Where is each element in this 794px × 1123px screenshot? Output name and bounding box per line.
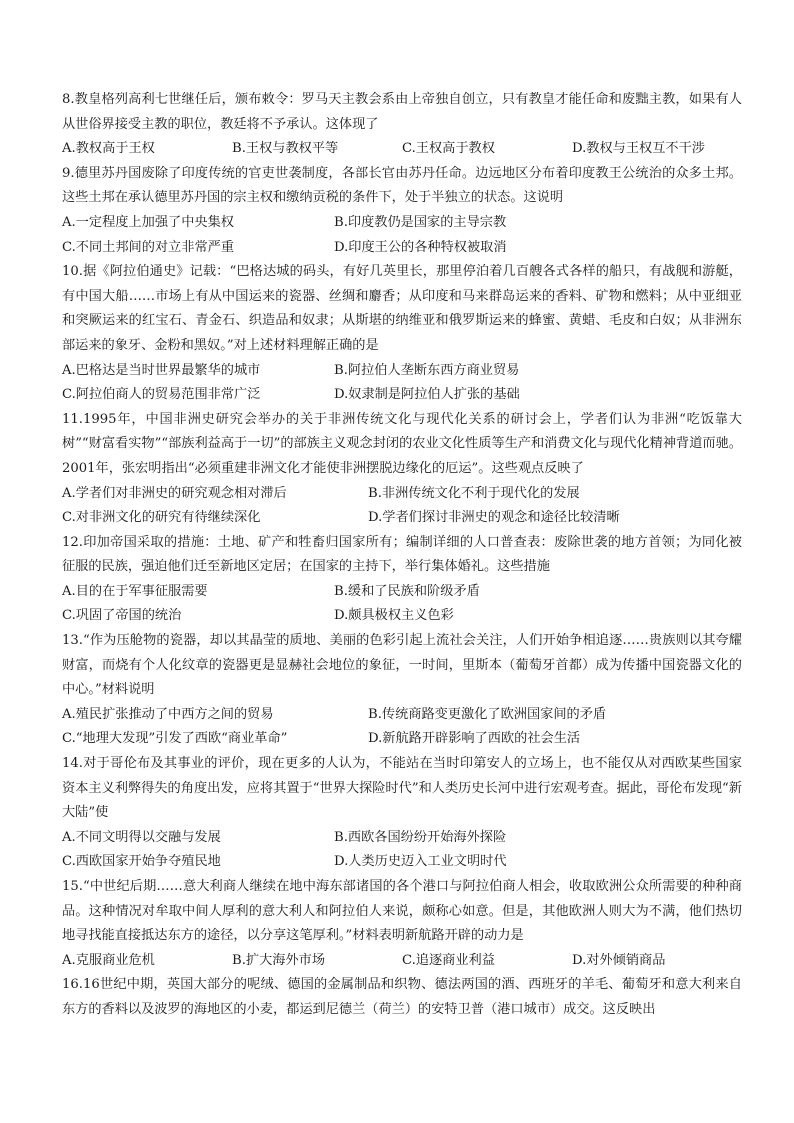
question-stem: 16.16世纪中期，英国大部分的呢绒、德国的金属制品和织物、德法两国的酒、西班牙的羊毛、葡萄牙和意大利来自东方的香料以及波罗的海地区的小麦，都运到尼德兰（荷兰）的安特卫普（港口城市）成交。这反映出	[62, 977, 742, 1017]
option-d: D.新航路开辟影响了西欧的社会生活	[368, 731, 581, 747]
question-stem: 15.“中世纪后期……意大利商人继续在地中海东部诸国的各个港口与阿拉伯商人相会，收取欧洲公众所需要的种种商品。这种情况对牟取中间人厚利的意大利人和阿拉伯人来说，颇称心如意。但是，其他欧洲人则大为不满，他们热切地寻找能直接抵达东方的途径，以分享这笔厚利。”材料表明新航路开辟的动力是	[62, 879, 742, 944]
option-a: A.目的在于军事征服需要	[62, 583, 208, 599]
option-d: D.颇具极权主义色彩	[334, 608, 454, 624]
option-c: C.对非洲文化的研究有待继续深化	[62, 510, 261, 526]
option-c: C.不同土邦间的对立非常严重	[62, 239, 235, 255]
option-d: D.人类历史迈入工业文明时代	[334, 854, 507, 870]
option-c: C.阿拉伯商人的贸易范围非常广泛	[62, 387, 261, 403]
option-a: A.一定程度上加强了中央集权	[62, 214, 234, 230]
option-c: C.巩固了帝国的统治	[62, 608, 182, 624]
option-c: C.追逐商业利益	[402, 952, 495, 968]
question-9	[62, 162, 742, 260]
question-stem: 11.1995年，中国非洲史研究会举办的关于非洲传统文化与现代化关系的研讨会上，学者们认为非洲“吃饭靠大树”“财富看实物”“部族利益高于一切”的部族主义观念封闭的农业文化性质等生产和消费文化与现代化精神背道而驰。2001年，张宏明指出“必须重建非洲文化才能使非洲摆脱边缘化的厄运”。这些观点反映了	[62, 411, 742, 476]
option-c: C.“地理大发现”引发了西欧“商业革命”	[62, 731, 288, 747]
option-b: B.印度教仍是国家的主导宗教	[334, 214, 507, 230]
options	[62, 359, 742, 408]
options	[62, 580, 742, 629]
option-a: A.学者们对非洲史的研究观念相对滞后	[62, 485, 287, 501]
option-a: A.教权高于王权	[62, 141, 155, 157]
option-d: D.学者们探讨非洲史的观念和途径比较清晰	[368, 510, 620, 526]
question-stem: 12.印加帝国采取的措施：土地、矿产和牲畜归国家所有；编制详细的人口普查表：废除世袭的地方首领；为同化被征服的民族，强迫他们迁至新地区定居；在国家的主持下，举行集体婚礼。这些措施	[62, 534, 742, 575]
option-d: D.印度王公的各种特权被取消	[334, 239, 507, 255]
question-stem: 8.教皇格列高利七世继任后，颁布敕令：罗马天主教会系由上帝独自创立，只有教皇才能任命和废黜主教，如果有人从世俗界接受主教的职位，教廷将不予承认。这体现了	[62, 92, 742, 132]
question-stem: 14.对于哥伦布及其事业的评价，现在更多的人认为，不能站在当时印第安人的立场上，也不能仅从对西欧某些国家资本主义利弊得失的角度出发，应将其置于“世界大探险时代”和人类历史长河中进行宏观考查。据此，哥伦布发现“新大陆”使	[62, 756, 742, 821]
option-b: B.扩大海外市场	[232, 952, 326, 968]
exam-page	[62, 88, 742, 1023]
option-a: A.巴格达是当时世界最繁华的城市	[62, 362, 261, 378]
question-15	[62, 875, 742, 973]
option-b: B.非洲传统文化不利于现代化的发展	[368, 485, 580, 501]
options	[62, 703, 742, 752]
question-14	[62, 752, 742, 875]
options	[62, 211, 742, 260]
question-stem: 13.“作为压舱物的瓷器，却以其晶莹的质地、美丽的色彩引起上流社会关注，人们开始争相追逐……贵族则以其夸耀财富，而烧有个人化纹章的瓷器更是显赫社会地位的象征，一时间，里斯本（葡萄牙首都）成为传播中国瓷器文化的中心。”材料说明	[62, 633, 742, 698]
option-d: D.对外倾销商品	[572, 952, 666, 968]
question-stem: 10.据《阿拉伯通史》记载：“巴格达城的码头，有好几英里长，那里停泊着几百艘各式各样的船只，有战舰和游艇，有中国大船……市场上有从中国运来的瓷器、丝绸和麝香；从印度和马来群岛运来的香料、矿物和燃料；从中亚细亚和突厥运来的红宝石、青金石、织造品和奴隶；从斯堪的纳维亚和俄罗斯运来的蜂蜜、黄蜡、毛皮和白奴；从非洲东部运来的象牙、金粉和黑奴。”对上述材料理解正确的是	[62, 264, 742, 353]
option-d: D.奴隶制是阿拉伯人扩张的基础	[334, 387, 520, 403]
question-12	[62, 531, 742, 629]
options	[62, 137, 742, 162]
question-16	[62, 973, 742, 1022]
question-10	[62, 260, 742, 408]
option-a: A.克服商业危机	[62, 952, 155, 968]
option-b: B.王权与教权平等	[232, 141, 339, 157]
question-stem: 9.德里苏丹国废除了印度传统的官吏世袭制度，各部长官由苏丹任命。边远地区分布着印度教王公统治的众多土邦。这些土邦在承认德里苏丹国的宗主权和缴纳贡税的条件下，处于半独立的状态。这说明	[62, 165, 742, 206]
option-b: B.西欧各国纷纷开始海外探险	[334, 829, 507, 845]
options	[62, 826, 742, 875]
question-13	[62, 629, 742, 752]
option-a: A.殖民扩张推动了中西方之间的贸易	[62, 706, 274, 722]
option-c: C.西欧国家开始争夺殖民地	[62, 854, 221, 870]
question-11	[62, 408, 742, 531]
option-b: B.缓和了民族和阶级矛盾	[334, 583, 480, 599]
option-d: D.教权与王权互不干涉	[572, 141, 705, 157]
question-8	[62, 88, 742, 162]
option-a: A.不同文明得以交融与发展	[62, 829, 221, 845]
options	[62, 949, 742, 974]
options	[62, 482, 742, 531]
option-b: B.阿拉伯人垄断东西方商业贸易	[334, 362, 520, 378]
option-c: C.王权高于教权	[402, 141, 495, 157]
option-b: B.传统商路变更激化了欧洲国家间的矛盾	[368, 706, 607, 722]
